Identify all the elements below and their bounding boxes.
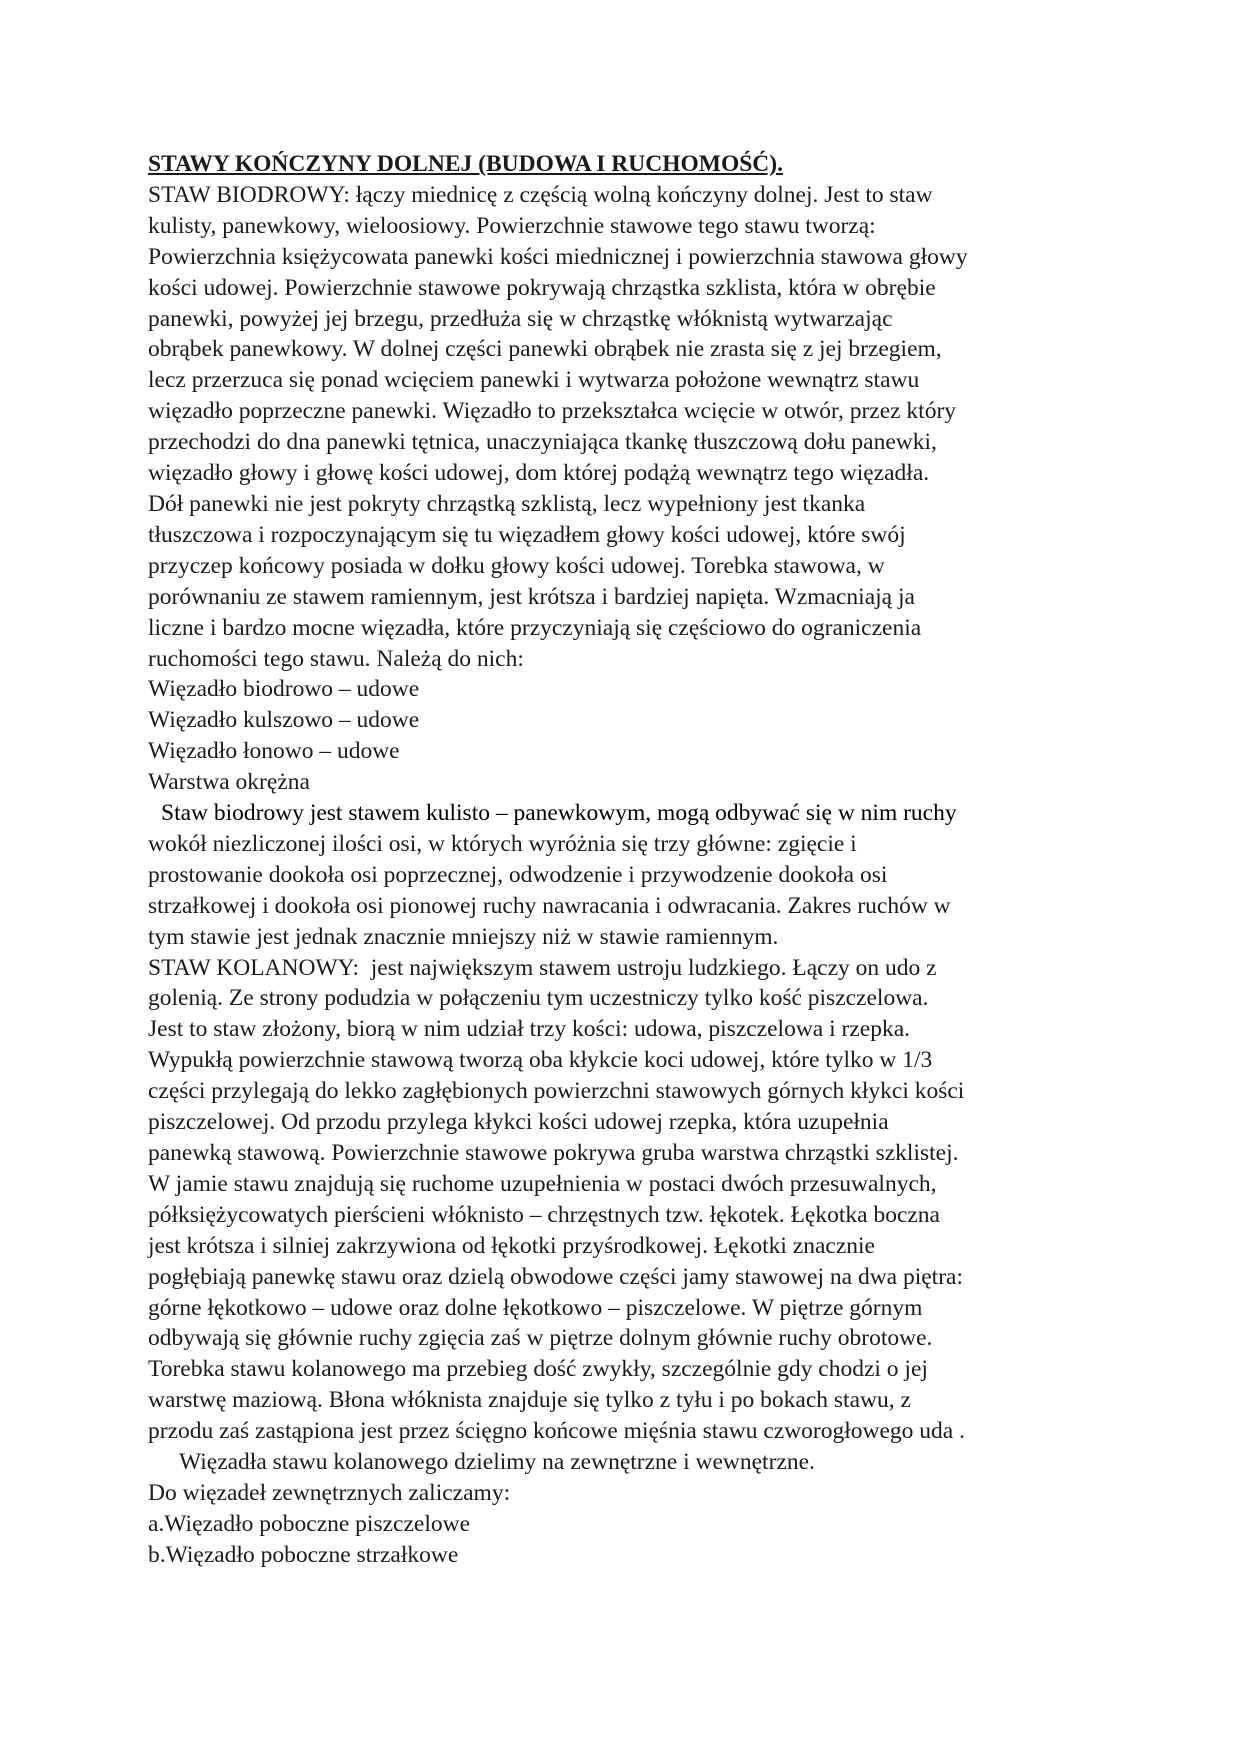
list-item: b.Więzadło poboczne strzałkowe bbox=[148, 1541, 459, 1568]
text-line: STAW BIODROWY: łączy miednicę z częścią wolną kończyny dolnej. Jest to staw bbox=[148, 181, 933, 208]
list-item: Więzadło łonowo – udowe bbox=[148, 738, 400, 765]
text-line: części przylegają do lekko zagłębionych powierzchni stawowych górnych kłykci kości bbox=[148, 1078, 965, 1105]
text-line: porównaniu ze stawem ramiennym, jest krótsza i bardziej napięta. Wzmacniają ja bbox=[148, 583, 915, 610]
knee-ligaments-section bbox=[148, 1447, 1098, 1571]
text-line: tłuszczowa i rozpoczynającym się tu więzadłem głowy kości udowej, które swój bbox=[148, 521, 906, 548]
text-line: panewką stawową. Powierzchnie stawowe pokrywa gruba warstwa chrząstki szklistej. bbox=[148, 1140, 959, 1166]
text-line: więzadło poprzeczne panewki. Więzadło to przekształca wcięcie w otwór, przez który bbox=[148, 398, 957, 425]
text-line: Powierzchnia księżycowata panewki kości miednicznej i powierzchnia stawowa głowy bbox=[148, 243, 968, 270]
text-line: kości udowej. Powierzchnie stawowe pokrywają chrząstka szklista, która w obrębie bbox=[148, 274, 936, 301]
document-title: STAWY KOŃCZYNY DOLNEJ (BUDOWA I RUCHOMOŚĆ). bbox=[148, 151, 783, 177]
text-line: ruchomości tego stawu. Należą do nich: bbox=[148, 645, 524, 672]
text-line: STAW KOLANOWY: jest największym stawem ustroju ludzkiego. Łączy on udo z bbox=[148, 954, 937, 981]
text-line: jest krótsza i silniej zakrzywiona od łękotki przyśrodkowej. Łękotki znacznie bbox=[148, 1232, 875, 1259]
text-line: półksiężycowatych pierścieni włóknisto – chrzęstnych tzw. łękotek. Łękotka boczna bbox=[148, 1201, 940, 1228]
text-line: Torebka stawu kolanowego ma przebieg dość zwykły, szczególnie gdy chodzi o jej bbox=[148, 1356, 928, 1383]
list-item: Warstwa okrężna bbox=[148, 769, 310, 796]
text-line: golenią. Ze strony podudzia w połączeniu tym uczestniczy tylko kość piszczelowa. bbox=[148, 985, 929, 1012]
hip-movement-paragraph bbox=[148, 798, 1098, 953]
text-line: Dół panewki nie jest pokryty chrząstką szklistą, lecz wypełniony jest tkanka bbox=[148, 490, 866, 517]
text-line: warstwę maziową. Błona włóknista znajduje się tylko z tyłu i po bokach stawu, z bbox=[148, 1387, 911, 1414]
document-body bbox=[148, 149, 1098, 1571]
text-line: piszczelowej. Od przodu przylega kłykci kości udowej rzepka, która uzupełnia bbox=[148, 1109, 889, 1136]
hip-ligaments-list bbox=[148, 674, 1098, 798]
text-line: przyczep końcowy posiada w dołku głowy kości udowej. Torebka stawowa, w bbox=[148, 552, 885, 579]
text-line: przodu zaś zastąpiona jest przez ścięgno końcowe mięśnia stawu czworogłowego uda . bbox=[148, 1418, 965, 1445]
list-item: Więzadło kulszowo – udowe bbox=[148, 707, 420, 734]
list-item: Więzadło biodrowo – udowe bbox=[148, 676, 420, 703]
text-line: wokół niezliczonej ilości osi, w których wyróżnia się trzy główne: zgięcie i bbox=[148, 830, 857, 857]
hip-joint-paragraph bbox=[148, 180, 1098, 675]
text-line: liczne i bardzo mocne więzadła, które przyczyniają się częściowo do ograniczenia bbox=[148, 614, 922, 641]
text-line: obrąbek panewkowy. W dolnej części panewki obrąbek nie zrasta się z jej brzegiem, bbox=[148, 336, 942, 363]
text-line: Wypukłą powierzchnie stawową tworzą oba kłykcie koci udowej, które tylko w 1/3 bbox=[148, 1047, 933, 1074]
external-ligaments-intro: Do więzadeł zewnętrznych zaliczamy: bbox=[148, 1479, 511, 1506]
text-line: kulisty, panewkowy, wieloosiowy. Powierzchnie stawowe tego stawu tworzą: bbox=[148, 212, 876, 239]
text-line: pogłębiają panewkę stawu oraz dzielą obwodowe części jamy stawowej na dwa piętra: bbox=[148, 1263, 963, 1290]
text-line: odbywają się głównie ruchy zgięcia zaś w piętrze dolnym głównie ruchy obrotowe. bbox=[148, 1325, 933, 1352]
text-line: więzadło głowy i głowę kości udowej, dom której podążą wewnątrz tego więzadła. bbox=[148, 460, 930, 487]
knee-ligaments-intro: Więzadła stawu kolanowego dzielimy na zewnętrzne i wewnętrzne. bbox=[179, 1449, 815, 1476]
text-line: górne łękotkowo – udowe oraz dolne łękotkowo – piszczelowe. W piętrze górnym bbox=[148, 1294, 923, 1321]
knee-joint-paragraph bbox=[148, 953, 1098, 1448]
text-line: przechodzi do dna panewki tętnica, unaczyniająca tkankę tłuszczową dołu panewki, bbox=[148, 429, 937, 456]
text-line: lecz przerzuca się ponad wcięciem panewki i wytwarza położone wewnątrz stawu bbox=[148, 367, 920, 394]
text-line: Jest to staw złożony, biorą w nim udział trzy kości: udowa, piszczelowa i rzepka. bbox=[148, 1016, 910, 1043]
text-line: W jamie stawu znajdują się ruchome uzupełnienia w postaci dwóch przesuwalnych, bbox=[148, 1170, 937, 1197]
text-line: prostowanie dookoła osi poprzecznej, odwodzenie i przywodzenie dookoła osi bbox=[148, 861, 888, 888]
text-line: Staw biodrowy jest stawem kulisto – panewkowym, mogą odbywać się w nim ruchy bbox=[161, 800, 957, 827]
text-line: tym stawie jest jednak znacznie mniejszy niż w stawie ramiennym. bbox=[148, 923, 779, 950]
list-item: a.Więzadło poboczne piszczelowe bbox=[148, 1510, 471, 1537]
text-line: panewki, powyżej jej brzegu, przedłuża się w chrząstkę włóknistą wytwarzając bbox=[148, 305, 893, 332]
text-line: strzałkowej i dookoła osi pionowej ruchy nawracania i odwracania. Zakres ruchów w bbox=[148, 892, 951, 919]
